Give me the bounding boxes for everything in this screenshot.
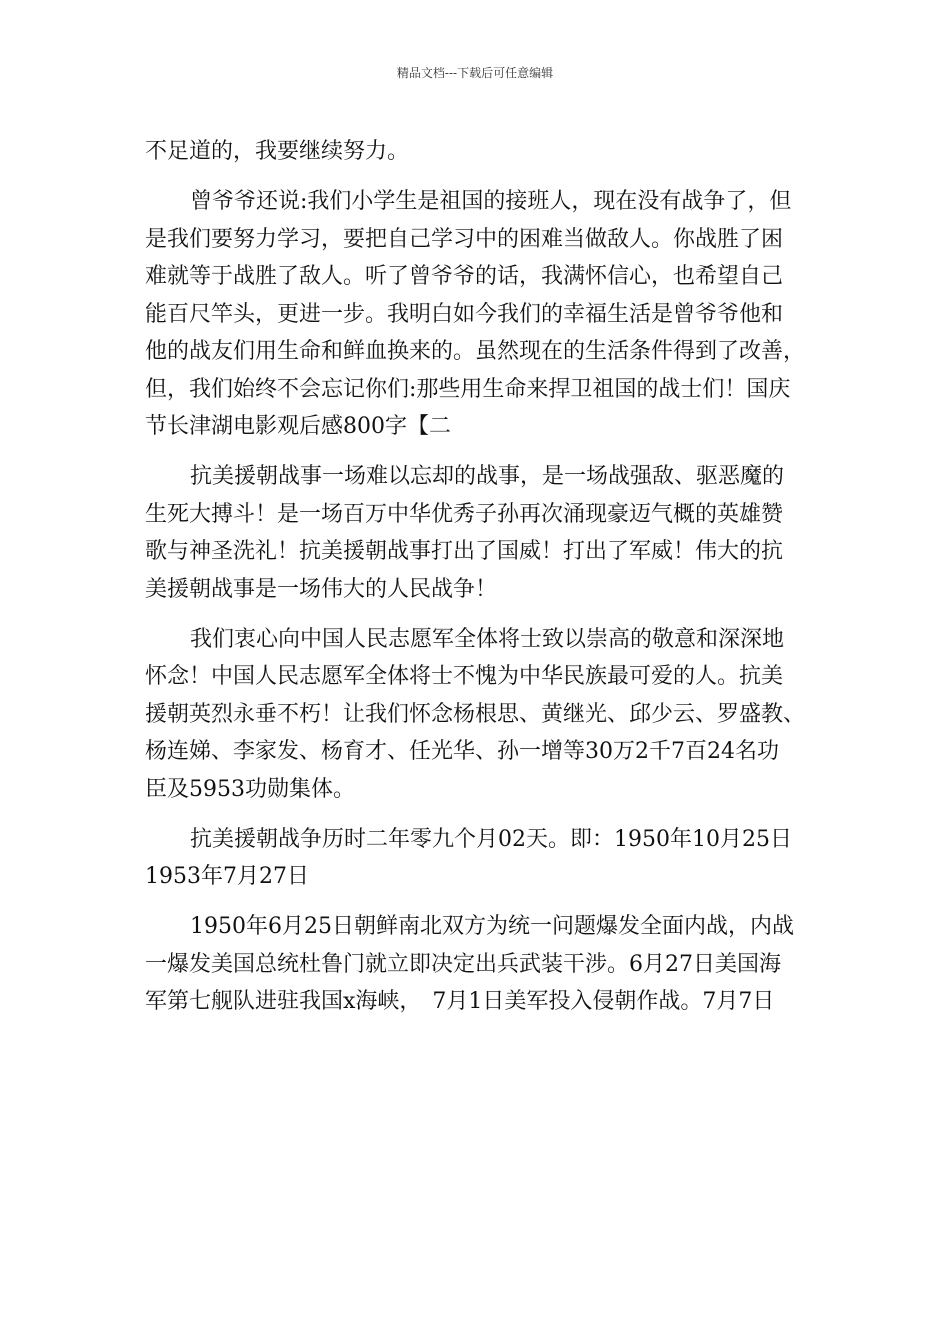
page-header: 精品文档---下载后可任意编辑 — [396, 66, 554, 80]
text-line: 抗美援朝战争历时二年零九个月02天。即：1950年10月25日 — [190, 826, 792, 852]
text-line: 1953年7月27日 — [145, 864, 309, 889]
text-line: 节长津湖电影观后感800字【二 — [145, 414, 451, 439]
text-line: 但，我们始终不会忘记你们:那些用生命来捍卫祖国的战士们！国庆 — [145, 376, 791, 402]
text-line: 军第七舰队进驻我国x海峡， 7月1日美军投入侵朝作战。7月7日 — [145, 989, 775, 1014]
text-line: 美援朝战事是一场伟大的人民战争！ — [145, 576, 498, 602]
paragraph — [145, 621, 813, 809]
text-line: 杨连娣、李家发、杨育才、任光华、孙一增等30万2千7百24名功 — [145, 739, 779, 764]
document-body — [145, 133, 813, 1021]
paragraph — [145, 183, 813, 446]
text-line: 抗美援朝战事一场难以忘却的战事，是一场战强敌、驱恶魔的 — [190, 464, 785, 489]
text-line: 怀念！中国人民志愿军全体将士不愧为中华民族最可爱的人。抗美 — [145, 664, 784, 689]
text-line: 1950年6月25日朝鲜南北双方为统一问题爆发全面内战，内战 — [190, 914, 794, 939]
text-line: 生死大搏斗！是一场百万中华优秀子孙再次涌现豪迈气概的英雄赞 — [145, 501, 784, 527]
text-line: 一爆发美国总统杜鲁门就立即决定出兵武装干涉。6月27日美国海 — [145, 951, 781, 977]
text-line: 曾爷爷还说:我们小学生是祖国的接班人，现在没有战争了，但 — [190, 189, 792, 214]
text-line: 援朝英烈永垂不朽！让我们怀念杨根思、黄继光、邱少云、罗盛教、 — [145, 701, 806, 727]
paragraph — [145, 821, 813, 896]
text-line: 能百尺竿头，更进一步。我明白如今我们的幸福生活是曾爷爷他和 — [145, 301, 784, 327]
text-line: 是我们要努力学习，要把自己学习中的困难当做敌人。你战胜了困 — [145, 226, 784, 252]
text-line: 他的战友们用生命和鲜血换来的。虽然现在的生活条件得到了改善， — [145, 339, 806, 364]
text-line: 我们衷心向中国人民志愿军全体将士致以崇高的敬意和深深地 — [190, 626, 785, 652]
paragraph — [145, 458, 813, 608]
text-line: 歌与神圣洗礼！抗美援朝战事打出了国威！打出了军威！伟大的抗 — [145, 539, 784, 564]
text-line: 难就等于战胜了敌人。听了曾爷爷的话，我满怀信心，也希望自己 — [145, 264, 784, 289]
paragraph — [145, 908, 813, 1021]
text-line: 臣及5953功勋集体。 — [145, 776, 355, 802]
paragraph — [145, 133, 813, 171]
text-line: 不足道的，我要继续努力。 — [145, 139, 410, 164]
